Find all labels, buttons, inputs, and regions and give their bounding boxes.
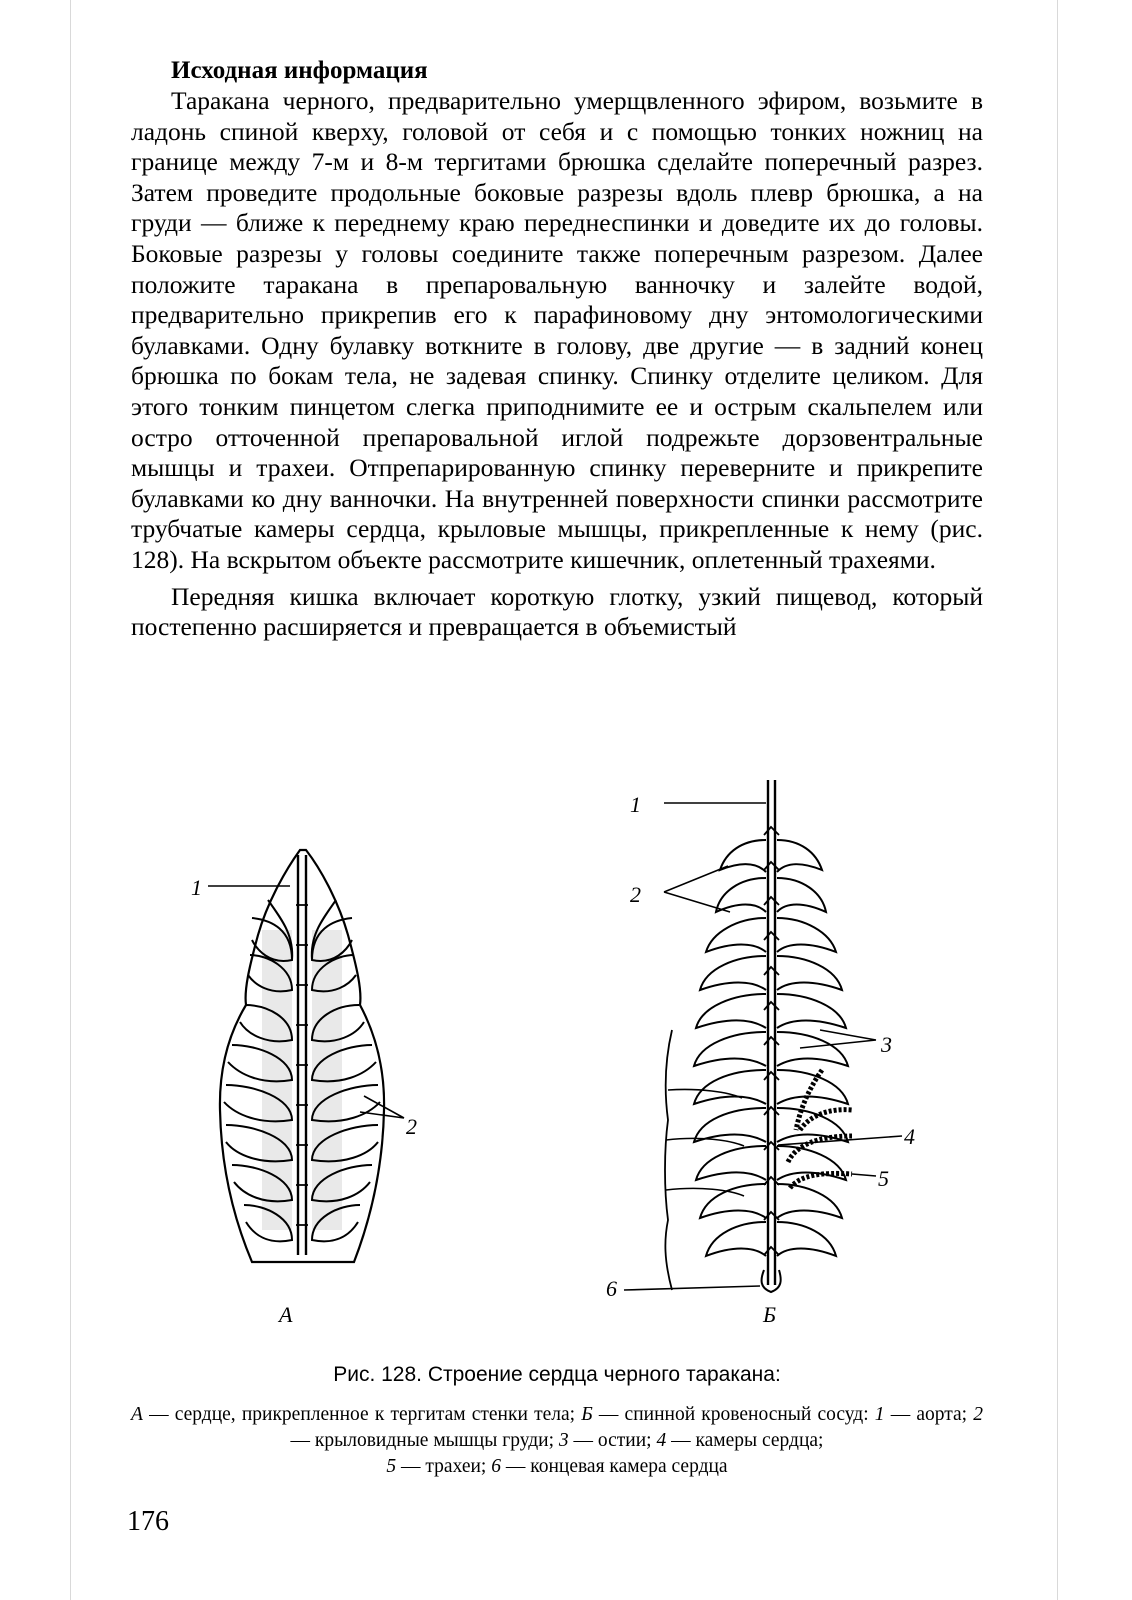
heart-dorsal-view (208, 850, 404, 1262)
callout-b-5: 5 (878, 1166, 889, 1191)
legend-key-b: Б (581, 1404, 593, 1425)
callout-b-6: 6 (606, 1276, 617, 1301)
callout-b-4: 4 (904, 1124, 915, 1149)
legend-text-6: — концевая камера сердца (500, 1456, 728, 1477)
legend-text-3: — остии; (568, 1430, 657, 1451)
legend-text-1: — аорта; (884, 1404, 974, 1425)
alary-muscles-right (777, 840, 848, 1256)
legend-key-6: 6 (491, 1456, 501, 1477)
legend-key-4: 4 (656, 1430, 667, 1451)
legend-key-5: 5 (386, 1456, 397, 1477)
callout-a-2: 2 (406, 1114, 417, 1139)
callout-b-3: 3 (881, 1032, 892, 1057)
figure-caption-title: Рис. 128. Строение сердца черного таракана: (333, 1363, 781, 1386)
terminal-chamber (762, 1270, 781, 1292)
legend-text-b: — спинной кровеносный сосуд: (592, 1404, 875, 1425)
figure-caption-legend (131, 1402, 983, 1480)
legend-key-a: А (131, 1404, 143, 1425)
alary-muscles-left (694, 840, 766, 1256)
legend-key-2: 2 (973, 1404, 984, 1425)
legend-text-a: — сердце, прикрепленное к тергитам стенки тела; (142, 1404, 582, 1425)
callout-b-1: 1 (630, 792, 641, 817)
legend-text-2: — крыловидные мышцы груди; (290, 1430, 559, 1451)
panel-b-label: Б (763, 1302, 776, 1327)
dorsal-vessel (624, 780, 902, 1292)
legend-key-3: 3 (558, 1430, 569, 1451)
legend-text-4: — камеры сердца; (666, 1430, 824, 1451)
page-number: 176 (127, 1506, 169, 1537)
callout-a-1: 1 (191, 875, 202, 900)
paragraph-1: Таракана черного, предварительно умерщвленного эфиром, возьмите в ладонь спиной кверху, головой от себя и с помощью тонких ножниц на границе между 7-м и 8-м тергитами брюшка сделайте поперечный разрез. Затем проведите продольные боковые разрезы вдоль плевр брюшка, а на груди — ближе к переднему краю переднеспинки и доведите их до головы. Боковые разрезы у головы соедините также поперечным разрезом. Далее положите таракана в препаровальную ванночку и залейте водой, предварительно прикрепив его к парафиновому дну энтомологическими булавками. Одну булавку воткните в голову, две другие — в задний конец брюшка по бокам тела, не задевая спинку. Спинку отделите целиком. Для этого тонким пинцетом слегка приподнимите ее и острым скальпелем или остро отточенной препаровальной иглой подрежьте дорзовентральные мышцы и трахеи. Отпрепарированную спинку переверните и прикрепите булавками ко дну ванночки. На внутренней поверхности спинки рассмотрите трубчатые камеры сердца, крыловые мышцы, прикрепленные к нему (рис. 128). На вскрытом объекте рассмотрите кишечник, оплетенный трахеями. (131, 86, 983, 574)
section-heading: Исходная информация (171, 57, 428, 84)
legend-text-5: — трахеи; (396, 1456, 492, 1477)
heart-chambers-b (764, 827, 779, 1255)
panel-a-label: А (279, 1302, 293, 1327)
legend-key-1: 1 (874, 1404, 885, 1425)
paragraph-2: Передняя кишка включает короткую глотку, узкий пищевод, который постепенно расширяется и превращается в объемистый (131, 581, 983, 642)
callout-b-2: 2 (630, 882, 641, 907)
body-outline (220, 850, 384, 1262)
